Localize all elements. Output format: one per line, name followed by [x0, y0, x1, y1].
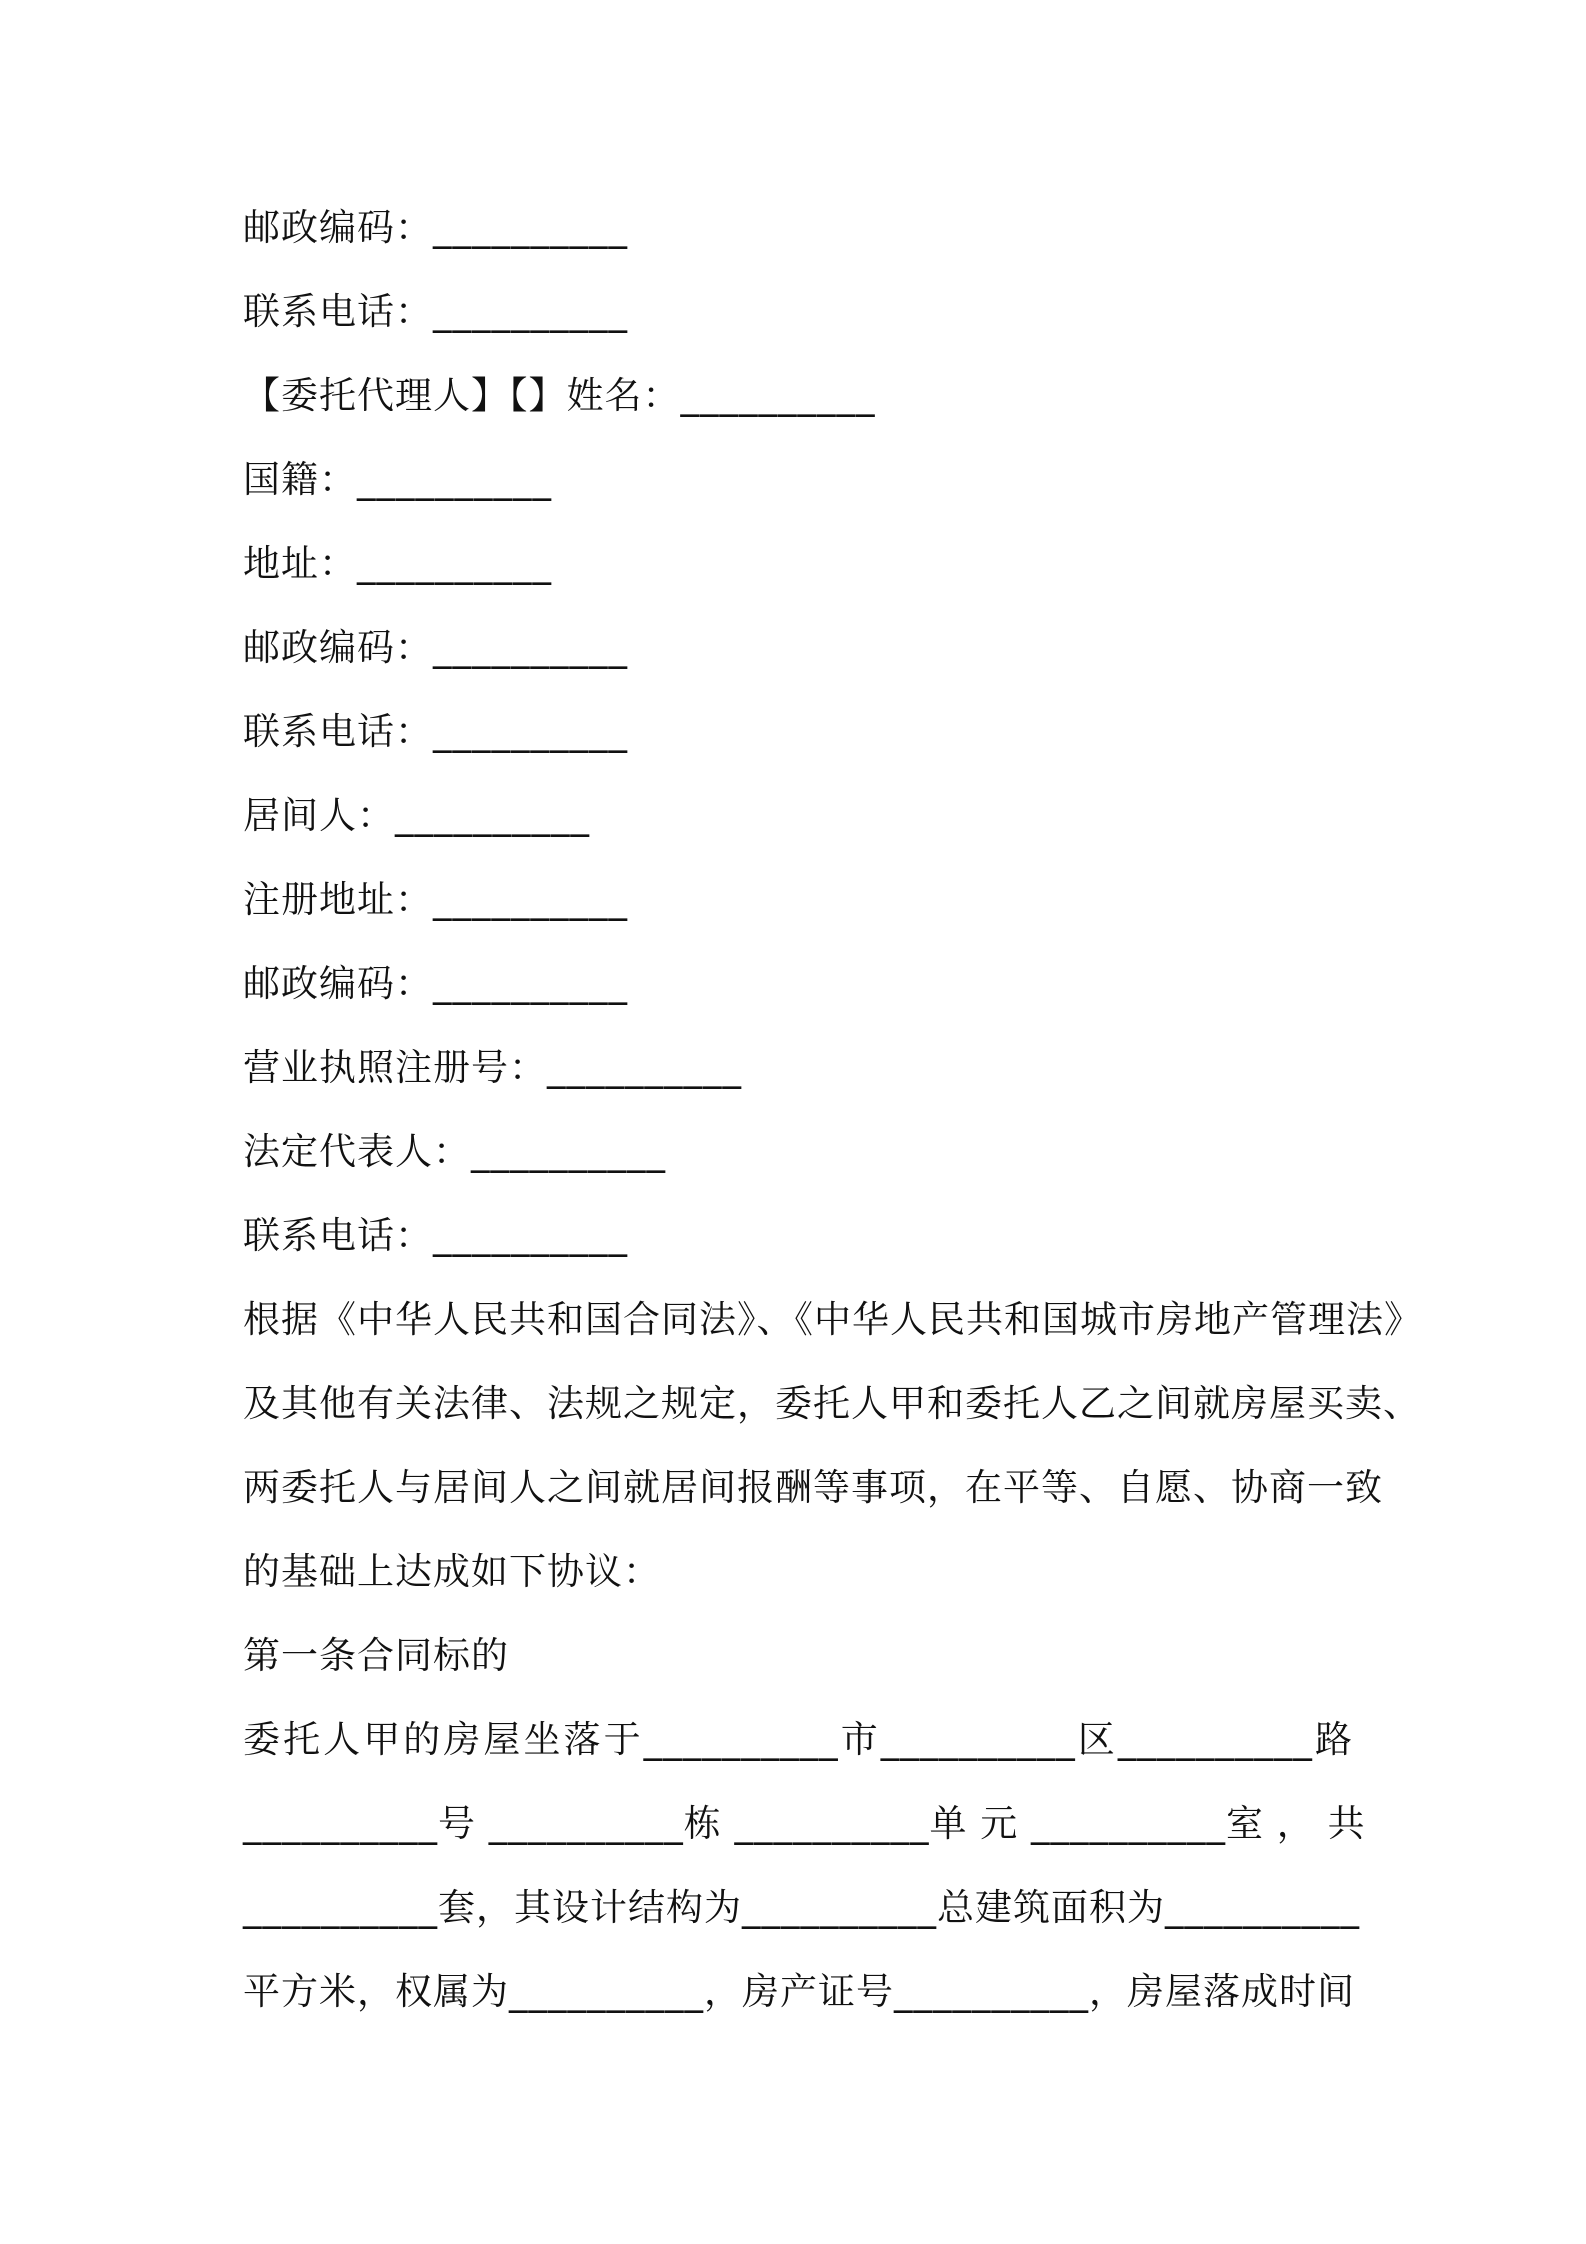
text-line: 地址：__________	[243, 542, 552, 585]
text-line: 国籍：__________	[243, 458, 552, 501]
text-line: 邮政编码：__________	[243, 206, 628, 249]
text-line: 注册地址：__________	[243, 878, 628, 921]
text-line: 联系电话：__________	[243, 290, 628, 333]
text-line: 邮政编码：__________	[243, 626, 628, 669]
text-line: 邮政编码：__________	[243, 962, 628, 1005]
text-line: __________套，其设计结构为__________总建筑面积为__________	[243, 1886, 1360, 1929]
text-line: 平方米，权属为__________，房产证号__________，房屋落成时间	[243, 1970, 1355, 2013]
text-line: __________号 __________栋 __________单 元 __________室 ， 共	[243, 1802, 1366, 1845]
section-heading: 第一条合同标的	[243, 1634, 509, 1677]
text-line: 两委托人与居间人之间就居间报酬等事项，在平等、自愿、协商一致	[243, 1466, 1383, 1509]
text-line: 【委托代理人】【】姓名：__________	[243, 374, 876, 417]
text-line: 居间人：__________	[243, 794, 590, 837]
text-line: 营业执照注册号：__________	[243, 1046, 742, 1089]
text-line: 的基础上达成如下协议：	[243, 1550, 661, 1593]
text-line: 法定代表人：__________	[243, 1130, 666, 1173]
text-line: 联系电话：__________	[243, 710, 628, 753]
text-line: 根据《中华人民共和国合同法》、《中华人民共和国城市房地产管理法》	[243, 1298, 1422, 1341]
text-line: 联系电话：__________	[243, 1214, 628, 1257]
text-line: 及其他有关法律、法规之规定，委托人甲和委托人乙之间就房屋买卖、	[243, 1382, 1421, 1425]
text-line: 委托人甲的房屋坐落于__________市__________区__________路	[243, 1718, 1353, 1761]
